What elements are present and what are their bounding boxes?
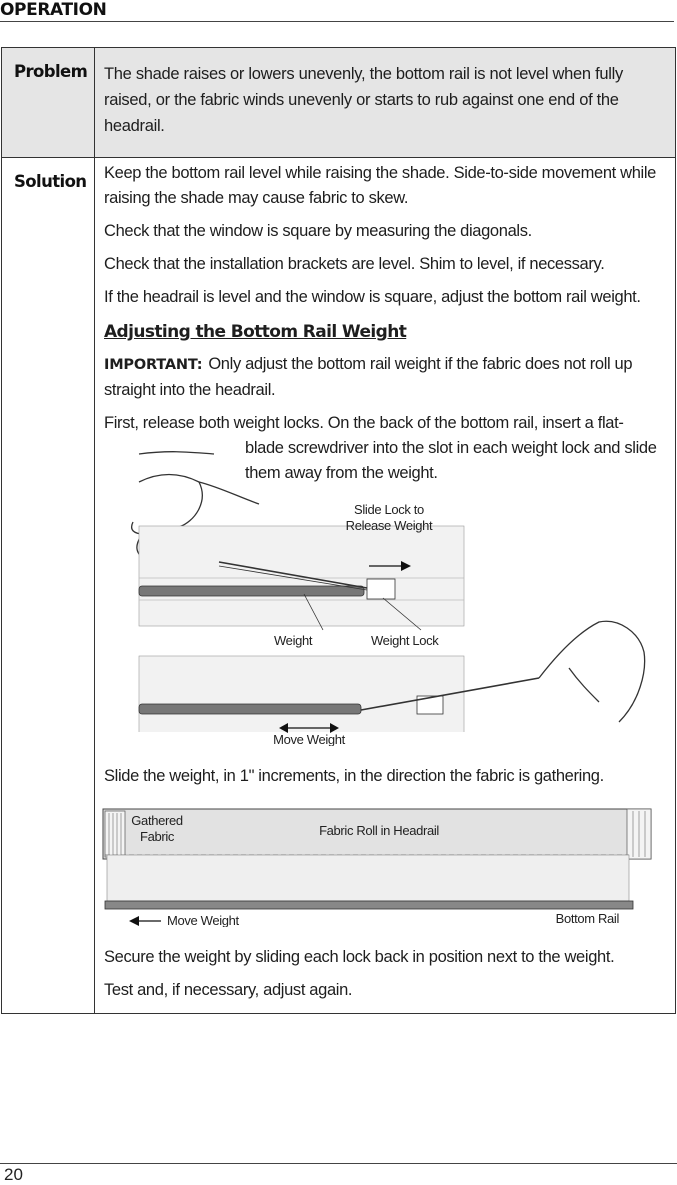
weight-bar-top [139, 586, 364, 596]
solution-row [2, 158, 676, 1014]
problem-row [2, 48, 676, 158]
troubleshooting-table [1, 47, 676, 1014]
solution-content [95, 158, 676, 1014]
release-locks-line2: blade screwdriver into the slot in each weight lock and slide them away from the weight. [245, 439, 657, 482]
label-weight: Weight [274, 633, 313, 648]
solution-label: Solution [2, 158, 95, 1014]
label-bottom-rail: Bottom Rail [555, 911, 619, 926]
subheading: Adjusting the Bottom Rail Weight [104, 322, 407, 342]
problem-label: Problem [2, 48, 95, 158]
slide-weight-paragraph: Slide the weight, in 1" increments, in the direction the fabric is gathering. [104, 767, 604, 785]
solution-paragraph-4: If the headrail is level and the window is square, adjust the bottom rail weight. [104, 288, 641, 306]
important-text: Only adjust the bottom rail weight if the fabric does not roll up straight into the headrail. [104, 355, 633, 399]
hand-icon-2 [539, 621, 645, 722]
gathered-fabric-shape [105, 811, 125, 857]
release-locks-line1: First, release both weight locks. On the back of the bottom rail, insert a flat- [104, 414, 624, 432]
label-gathered-2: Fabric [139, 829, 175, 844]
label-move-weight-2: Move Weight [167, 913, 239, 927]
label-slide-lock-2: Release Weight [345, 518, 433, 533]
solution-paragraph-2: Check that the window is square by measuring the diagonals. [104, 222, 532, 240]
problem-text: The shade raises or lowers unevenly, the bottom rail is not level when fully raised, or the fabric winds unevenly or starts to rub against one end of the headrail. [95, 48, 676, 158]
page-number: 20 [0, 1163, 677, 1185]
shade-fabric [107, 855, 629, 901]
solution-paragraph-3: Check that the installation brackets are level. Shim to level, if necessary. [104, 255, 605, 273]
section-header: OPERATION [0, 0, 674, 22]
bottom-rail-bar [105, 901, 633, 909]
test-adjust-paragraph: Test and, if necessary, adjust again. [104, 981, 353, 999]
important-label: IMPORTANT: [104, 357, 203, 373]
weight-bar-bottom [139, 704, 361, 714]
label-gathered-1: Gathered [131, 813, 183, 828]
label-weight-lock: Weight Lock [371, 633, 439, 648]
headrail-diagram [99, 797, 659, 927]
rail-panel-bottom [139, 656, 464, 732]
solution-paragraph-1: Keep the bottom rail level while raising the shade. Side-to-side movement while raising the shade may cause fabric to skew. [104, 164, 656, 207]
label-slide-lock-1: Slide Lock to [354, 502, 424, 517]
label-fabric-roll: Fabric Roll in Headrail [319, 823, 439, 838]
label-move-weight: Move Weight [273, 732, 345, 746]
weight-lock-top [367, 579, 395, 599]
important-note [104, 352, 667, 403]
secure-weight-paragraph: Secure the weight by sliding each lock back in position next to the weight. [104, 948, 615, 966]
